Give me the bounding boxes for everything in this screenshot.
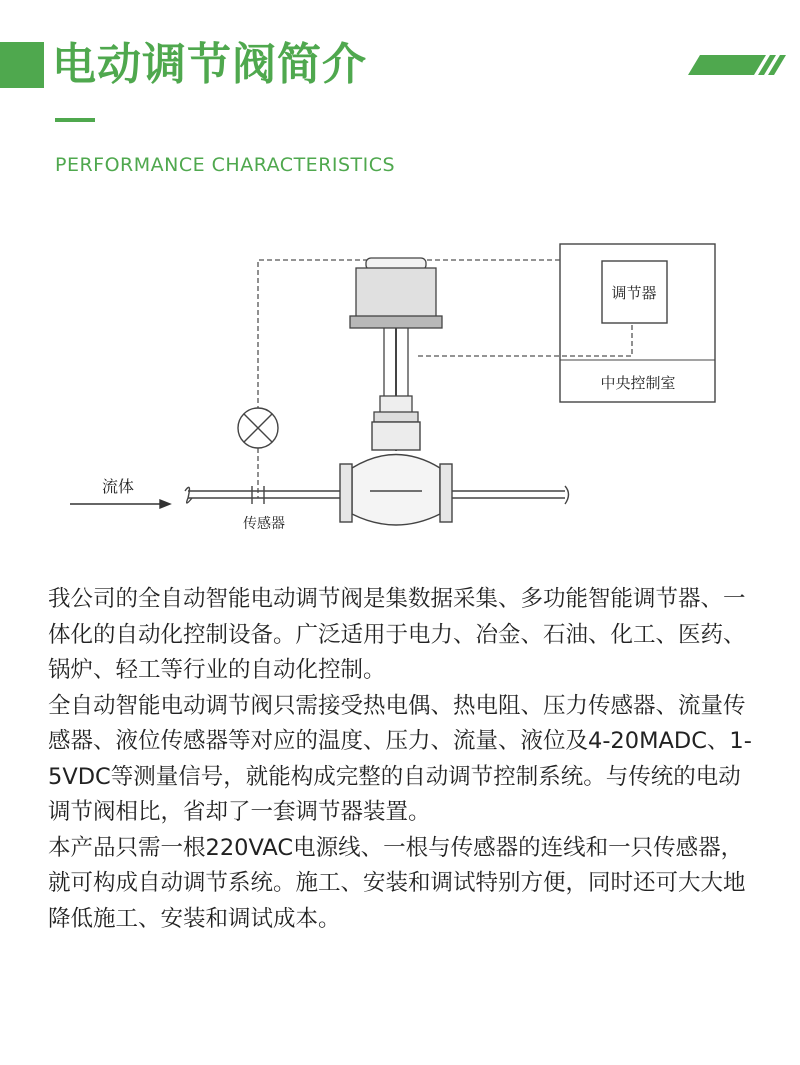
- intro-paragraph-3: 本产品只需一根220VAC电源线、一根与传感器的连线和一只传感器，就可构成自动调节系统。施工、安装和调试特别方便，同时还可大大地降低施工、安装和调试成本。: [48, 834, 746, 932]
- sensor-label: 传感器: [243, 516, 285, 532]
- valve-body: [340, 422, 452, 525]
- indicator-lamp: [238, 408, 278, 448]
- signal-lines: [258, 260, 632, 498]
- title-underline: [55, 118, 95, 122]
- intro-text: [48, 582, 758, 937]
- flow-arrow: [70, 500, 170, 508]
- valve-system-diagram: [60, 236, 740, 546]
- title-accent-bar: [0, 42, 44, 88]
- intro-paragraph-1: 我公司的全自动智能电动调节阀是集数据采集、多功能智能调节器、一体化的自动化控制设备。广泛适用于电力、冶金、石油、化工、医药、锅炉、轻工等行业的自动化控制。: [48, 586, 746, 683]
- controller-label: 调节器: [611, 284, 657, 302]
- intro-paragraph-2: 全自动智能电动调节阀只需接受热电偶、热电阻、压力传感器、流量传感器、液位传感器等对应的温度、压力、流量、液位及4-20MADC、1-5VDC等测量信号，就能构成完整的自动调节控制系统。与传统的电动调节阀相比，省却了一套调节器装置。: [48, 692, 752, 825]
- decorative-stripes: [688, 55, 788, 75]
- page-subtitle: PERFORMANCE CHARACTERISTICS: [55, 154, 396, 176]
- page-title: 电动调节阀简介: [52, 39, 367, 90]
- control-room-label: 中央控制室: [600, 374, 676, 392]
- flow-label: 流体: [102, 477, 135, 496]
